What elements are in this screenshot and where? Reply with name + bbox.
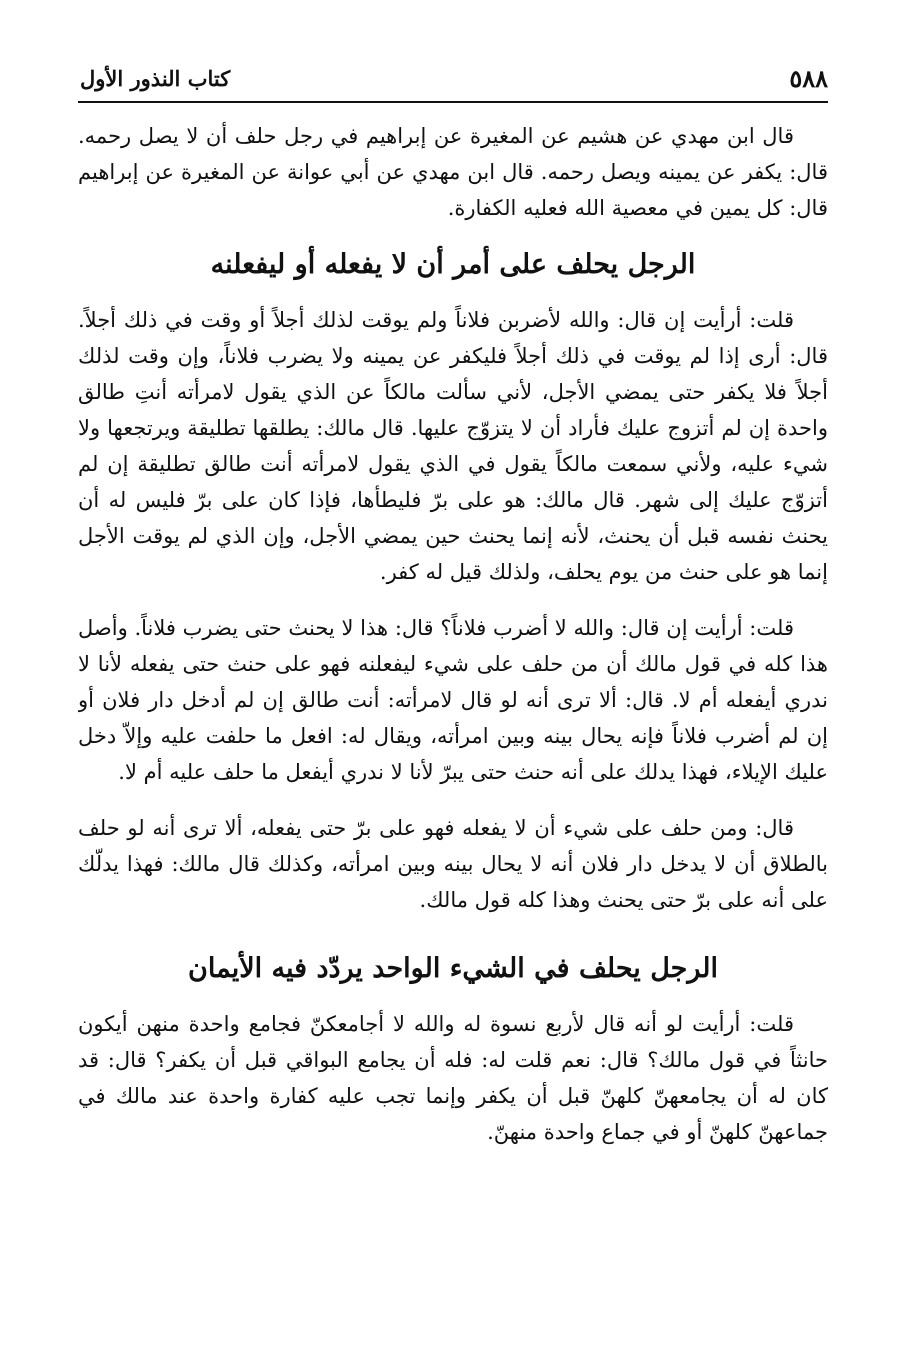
page-number: ٥٨٨ <box>789 64 828 93</box>
section1-paragraph-3: قال: ومن حلف على شيء أن لا يفعله فهو على برّ حتى يفعله، ألا ترى أنه لو حلف بالطلاق أن لا يدخل دار فلان أنه لا يحال بينه وبين امرأته، وكذلك قال مالك: فهذا يدلّك على أنه على برّ حتى يحنث وهذا كله قول مالك. <box>78 816 828 912</box>
section-heading-repeated-oaths: الرجل يحلف في الشيء الواحد يردّد فيه الأيمان <box>188 953 718 984</box>
section-heading-vows-to-act: الرجل يحلف على أمر أن لا يفعله أو ليفعلنه <box>210 249 696 280</box>
header-divider <box>78 101 828 103</box>
section1-paragraph-2: قلت: أرأيت إن قال: والله لا أضرب فلاناً؟ قال: هذا لا يحنث حتى يضرب فلاناً. وأصل هذا كله في قول مالك أن من حلف على شيء ليفعلنه فهو على حنث حتى يفعله لأنا لا ندري أيفعله أم لا. قال: ألا ترى أنه لو قال لامرأته: أنت طالق إن لم أدخل دار فلان أو إن لم أضرب فلاناً فإنه يحال بينه وبين امرأته، ويقال له: افعل ما حلفت عليه وإلاّ دخل عليك الإيلاء، فهذا يدلك على أنه حنث حتى يبرّ لأنا لا ندري أيفعل ما حلف عليه أم لا. <box>78 616 828 784</box>
running-head <box>78 58 828 100</box>
intro-paragraph: قال ابن مهدي عن هشيم عن المغيرة عن إبراهيم في رجل حلف أن لا يصل رحمه. قال: يكفر عن يمينه ويصل رحمه. قال ابن مهدي عن أبي عوانة عن المغيرة عن إبراهيم قال: كل يمين في معصية الله فعليه الكفارة. <box>78 124 828 220</box>
page-body <box>78 118 828 1318</box>
section1-paragraph-1: قلت: أرأيت إن قال: والله لأضربن فلاناً ولم يوقت لذلك أجلاً أو وقت في ذلك أجلاً. قال: أرى إذا لم يوقت في ذلك أجلاً فليكفر عن يمينه ولا يضرب فلاناً، وإن وقت لذلك أجلاً فلا يكفر حتى يمضي الأجل، لأني سألت مالكاً عن الذي يقول لامرأته أنتِ طالق واحدة إن لم أتزوج عليك فأراد أن لا يتزوّج عليها. قال مالك: يطلقها تطليقة ويرتجعها ولا شيء عليه، ولأني سمعت مالكاً يقول في الذي يقول لامرأته أنت طالق تطليقة إن لم أتزوّج عليك إلى شهر. قال مالك: هو على برّ فليطأها، فإذا كان على برّ فليس له أن يحنث نفسه قبل أن يحنث، لأنه إنما يحنث حين يمضي الأجل، وإن الذي لم يوقت الأجل إنما هو على حنث من يوم يحلف، ولذلك قيل له كفر. <box>78 308 828 584</box>
section2-paragraph-1: قلت: أرأيت لو أنه قال لأربع نسوة له والله لا أجامعكنّ فجامع واحدة منهن أيكون حانثاً في قول مالك؟ قال: نعم قلت له: فله أن يجامع البواقي قبل أن يكفر؟ قال: قد كان له أن يجامعهنّ كلهنّ قبل أن يكفر وإنما تجب عليه كفارة واحدة عند مالك في جماعهنّ كلهنّ أو في جماع واحدة منهنّ. <box>78 1012 828 1144</box>
book-title: كتاب النذور الأول <box>80 66 231 91</box>
